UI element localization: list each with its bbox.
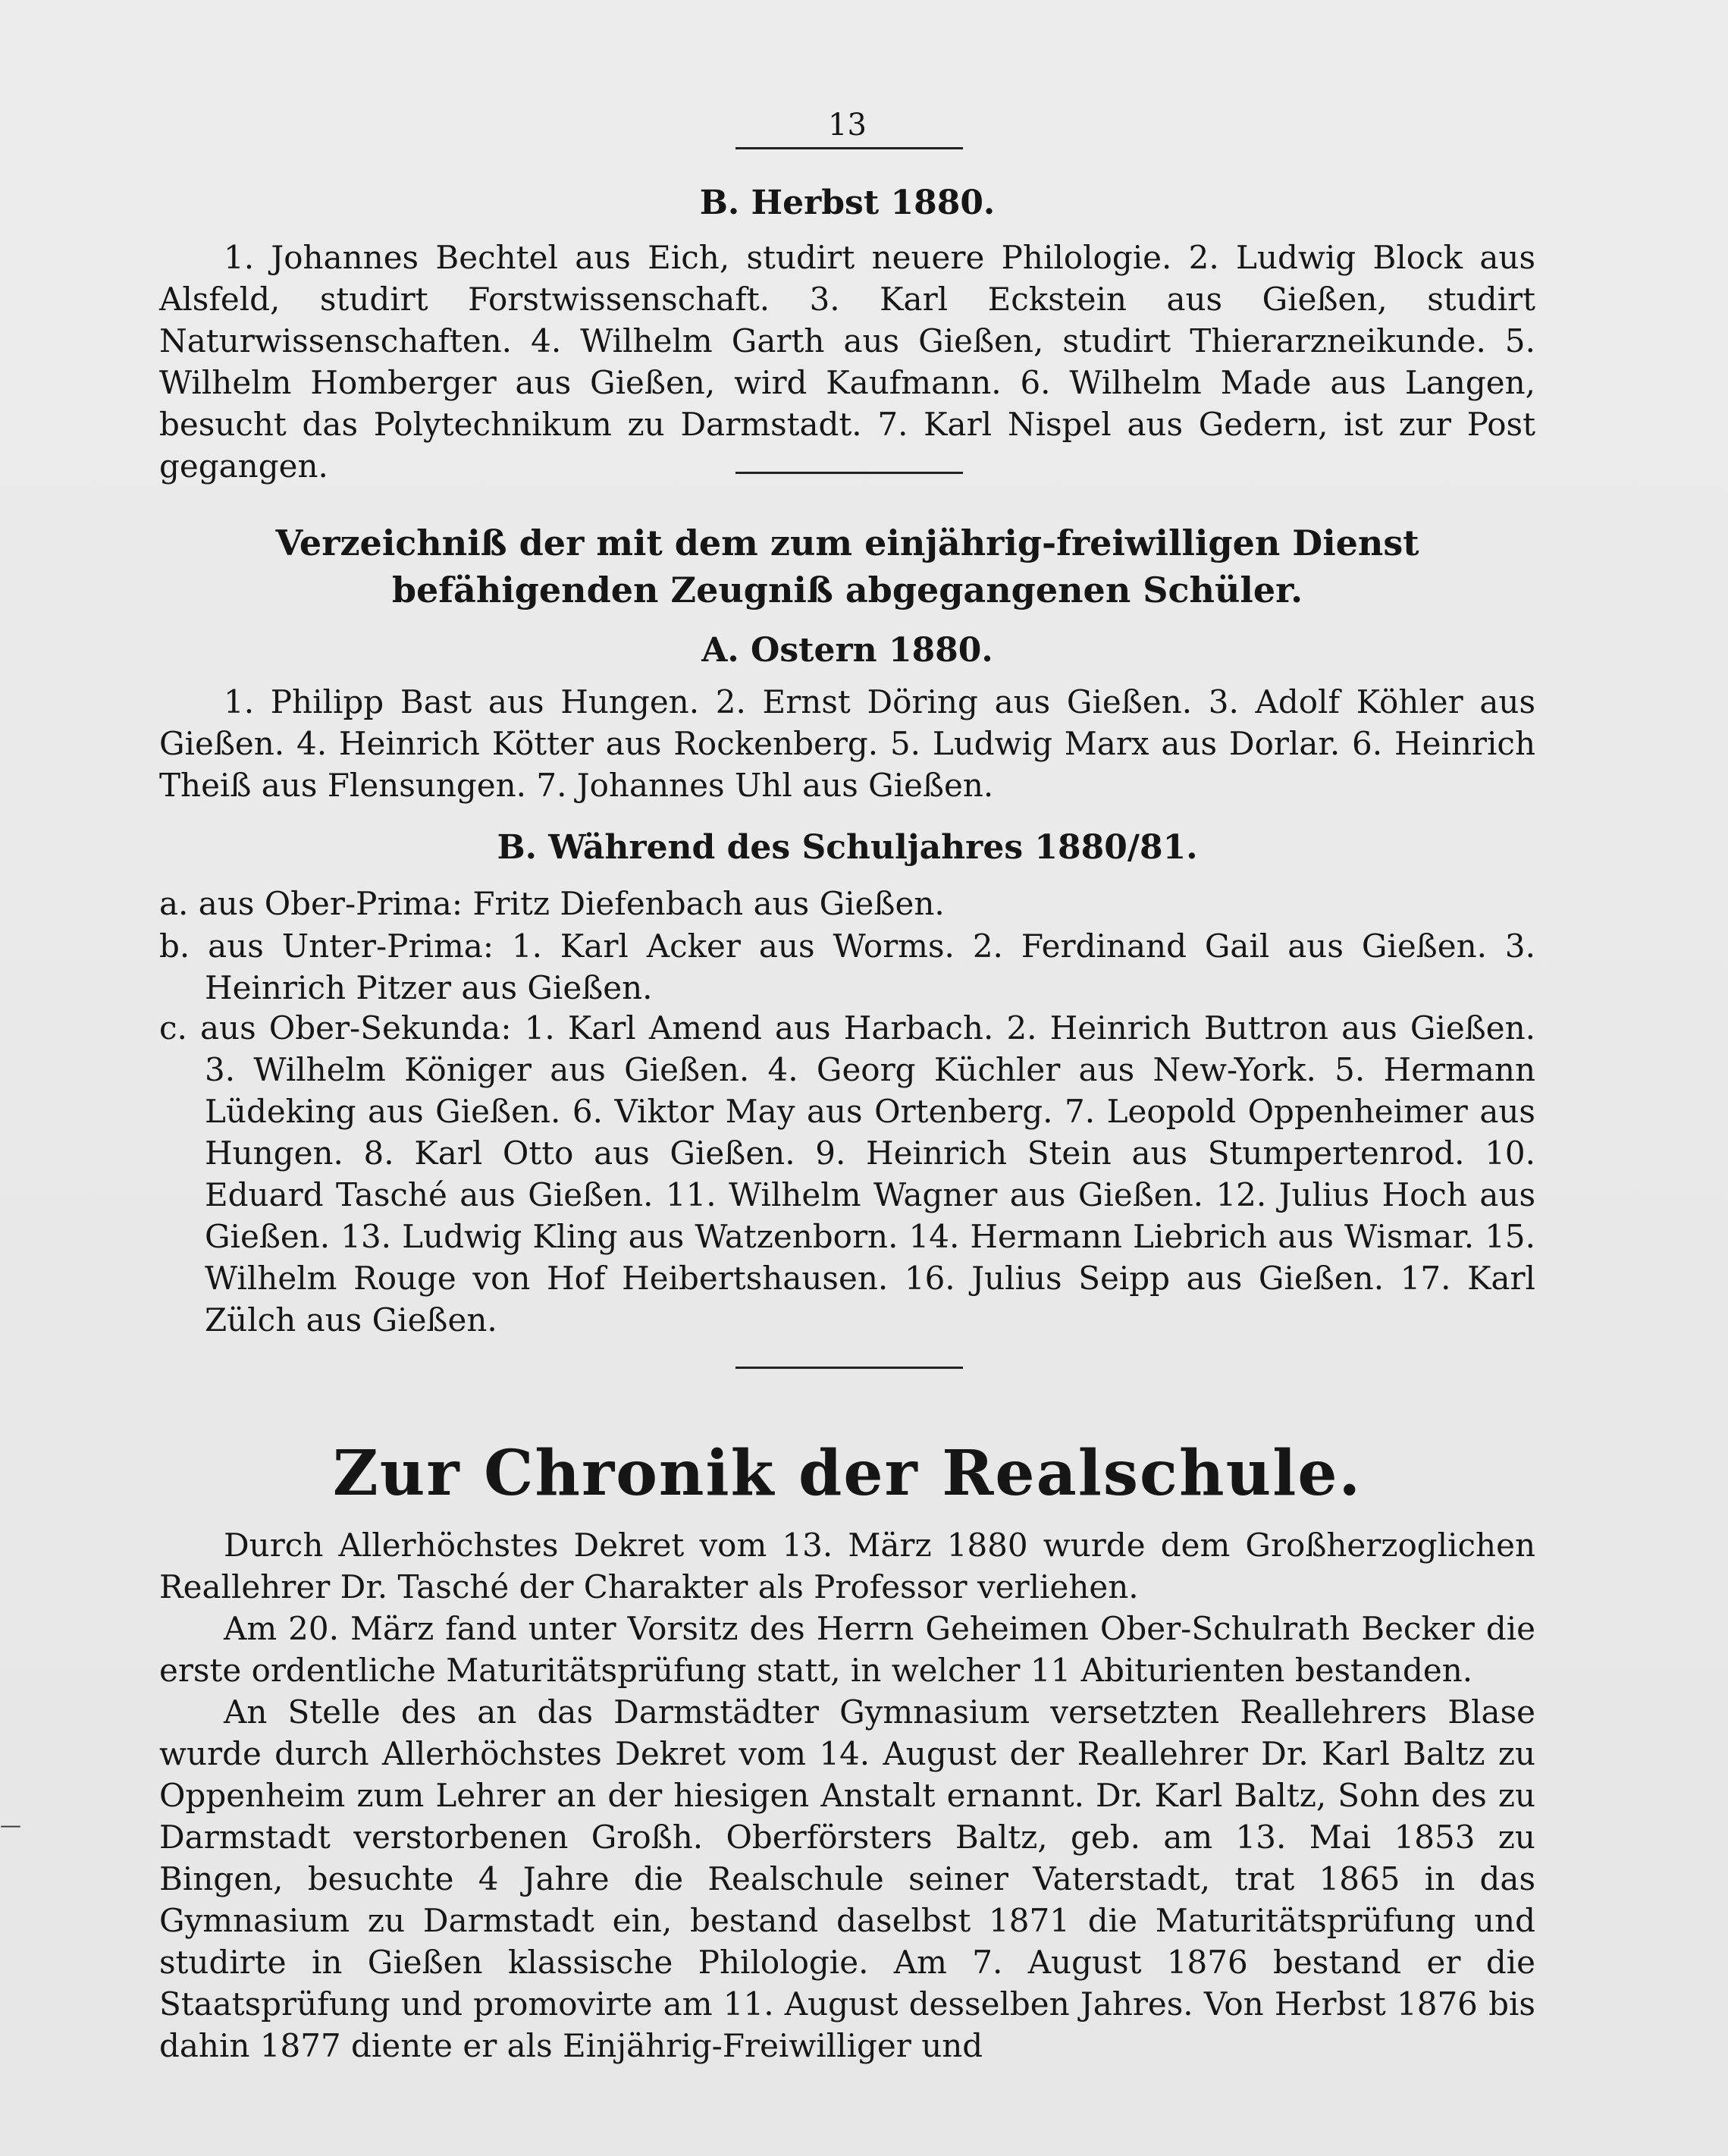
section-rule-2	[735, 1367, 963, 1369]
chronik-title: Zur Chronik der Realschule.	[332, 1437, 1363, 1510]
section-rule-1	[735, 472, 963, 474]
chronik-paragraph-1: Durch Allerhöchstes Dekret vom 13. März 1880 wurde dem Großherzoglichen Reallehrer Dr. Tasché der Charakter als Professor verliehen.	[159, 1527, 1535, 1605]
verzeichnis-title: Verzeichniß der mit dem zum einjährig-freiwilligen Dienst befähigenden Zeugniß abgegangenen Schüler.	[275, 523, 1419, 610]
chronik-paragraph-3: An Stelle des an das Darmstädter Gymnasium versetzten Reallehrers Blase wurde durch Allerhöchstes Dekret vom 14. August der Reallehrer Dr. Karl Baltz zu Oppenheim zum Lehrer an der hiesigen Anstalt ernannt. Dr. Karl Baltz, Sohn des zu Darmstadt verstorbenen Großh. Oberförsters Baltz, geb. am 13. Mai 1853 zu Bingen, besuchte 4 Jahre die Realschule seiner Vaterstadt, trat 1865 in das Gymnasium zu Darmstadt ein, bestand daselbst 1871 die Maturitätsprüfung und studirte in Gießen klassische Philologie. Am 7. August 1876 bestand er die Staatsprüfung und promovirte am 11. August desselben Jahres. Von Herbst 1876 bis dahin 1877 diente er als Einjährig-Freiwilliger und	[159, 1693, 1535, 2064]
schuljahr-heading: B. Während des Schuljahres 1880/81.	[497, 828, 1198, 867]
unterprima-entry: b. aus Unter-Prima: 1. Karl Acker aus Worms. 2. Ferdinand Gail aus Gießen. 3. Heinrich Pitzer aus Gießen.	[159, 927, 1535, 1006]
obersekunda-entry: c. aus Ober-Sekunda: 1. Karl Amend aus Harbach. 2. Heinrich Buttron aus Gießen. 3. Wilhelm Königer aus Gießen. 4. Georg Küchler aus New-York. 5. Hermann Lüdeking aus Gießen. 6. Viktor May aus Ortenberg. 7. Leopold Oppenheimer aus Hungen. 8. Karl Otto aus Gießen. 9. Heinrich Stein aus Stumpertenrod. 10. Eduard Tasché aus Gießen. 11. Wilhelm Wagner aus Gießen. 12. Julius Hoch aus Gießen. 13. Ludwig Kling aus Watzenborn. 14. Hermann Liebrich aus Wismar. 15. Wilhelm Rouge von Hof Heibertshausen. 16. Julius Seipp aus Gießen. 17. Karl Zülch aus Gießen.	[159, 1009, 1535, 1338]
ostern-list: 1. Philipp Bast aus Hungen. 2. Ernst Döring aus Gießen. 3. Adolf Köhler aus Gießen. 4. Heinrich Kötter aus Rockenberg. 5. Ludwig Marx aus Dorlar. 6. Heinrich Theiß aus Flensungen. 7. Johannes Uhl aus Gießen.	[159, 683, 1535, 804]
herbst-heading: B. Herbst 1880.	[699, 184, 996, 222]
oberprima-entry: a. aus Ober-Prima: Fritz Diefenbach aus Gießen.	[159, 885, 945, 922]
header-rule	[735, 147, 963, 149]
herbst-list: 1. Johannes Bechtel aus Eich, studirt neuere Philologie. 2. Ludwig Block aus Alsfeld, studirt Forstwissenschaft. 3. Karl Eckstein aus Gießen, studirt Naturwissenschaften. 4. Wilhelm Garth aus Gießen, studirt Thierarzneikunde. 5. Wilhelm Homberger aus Gießen, wird Kaufmann. 6. Wilhelm Made aus Langen, besucht das Polytechnikum zu Darmstadt. 7. Karl Nispel aus Gedern, ist zur Post gegangen.	[159, 239, 1535, 485]
text-column	[159, 0, 1535, 2156]
margin-mark: —	[0, 1812, 21, 1837]
page-number: 13	[828, 108, 867, 143]
chronik-paragraph-2: Am 20. März fand unter Vorsitz des Herrn Geheimen Ober-Schulrath Becker die erste ordentliche Maturitätsprüfung statt, in welcher 11 Abiturienten bestanden.	[159, 1610, 1535, 1689]
ostern-heading: A. Ostern 1880.	[701, 631, 993, 670]
